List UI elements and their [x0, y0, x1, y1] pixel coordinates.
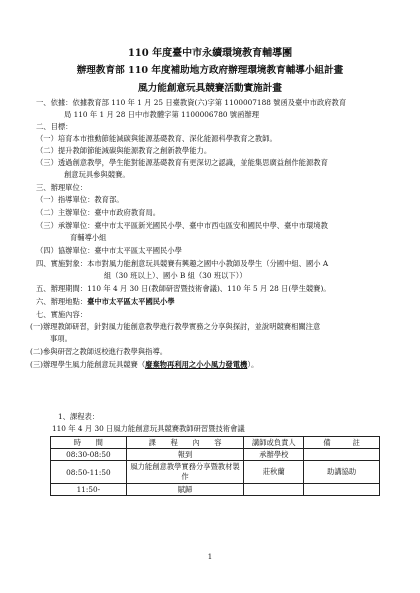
- course-heading: 1、課程表：: [58, 412, 100, 421]
- table-cell: 08:30-08:50: [51, 449, 127, 461]
- schedule-dates: 五、辦理期間：110 年 4 月 30 日(教師研習暨技術會議)、110 年 5 月 28 日(學生競賽)。: [36, 284, 331, 293]
- content-item-1: (一)辦理教師研習，針對風力能創意教學進行教學實務之分享與探討，並說明競賽相關注意: [30, 322, 321, 331]
- content-item-3-suffix: ）。: [247, 360, 259, 369]
- table-cell: 報到: [126, 449, 244, 461]
- unit-organizer: （三）承辦單位：臺中市太平區新光國民小學、臺中市西屯區安和國民中學、臺中市環境教: [36, 221, 328, 230]
- table-cell: 賦歸: [126, 484, 244, 496]
- unit-host: （二）主辦單位：臺中市政府教育局。: [36, 208, 161, 217]
- table-cell: 助講協助: [304, 461, 380, 484]
- content-item-3-prefix: (三)辦理學生風力能創意玩具競賽（: [30, 360, 146, 369]
- course-schedule-table: [50, 436, 380, 496]
- venue-line: [36, 297, 175, 306]
- column-header: 講師或負責人: [244, 437, 304, 449]
- table-cell: [304, 484, 380, 496]
- table-row: [51, 449, 380, 461]
- column-header: 課 程 內 容: [126, 437, 244, 449]
- participants-line-1: 四、實施對象：本市對風力能創意玩具競賽有興趣之國中小教師及學生（分國中組、國小 A: [36, 259, 329, 268]
- table-cell: [244, 484, 304, 496]
- unit-co-organizer: （四）協辦單位：臺中市太平區太平國民小學: [36, 246, 182, 255]
- content-item-1-cont: 事項。: [50, 334, 72, 343]
- table-row: [51, 461, 380, 484]
- content-item-3: [30, 360, 258, 369]
- objective-item-3: （三）透過創意教學，學生能對能源基礎教育有更深切之認識，並能集思廣益創作能源教育: [36, 158, 328, 167]
- table-row: [51, 484, 380, 496]
- content-heading: 七、實施內容：: [36, 310, 88, 319]
- venue-label: 六、辦理地點：: [36, 297, 88, 306]
- doc-title-plan: 風力能創意玩具競賽活動實施計畫: [138, 83, 282, 94]
- content-item-3-emphasis: 廢棄物再利用之小小風力發電機: [145, 360, 248, 369]
- table-cell: [304, 449, 380, 461]
- course-caption: 110 年 4 月 30 日風力能創意玩具競賽教師研習暨技術會議: [52, 424, 245, 433]
- unit-organizer-cont: 育輔導小組: [70, 233, 107, 242]
- doc-title-program: 辦理教育部 110 年度補助地方政府辦理環境教育輔導小組計畫: [76, 65, 344, 76]
- objective-item-3-cont: 創意玩具參與競賽。: [64, 170, 130, 179]
- units-heading: 三、辦理單位：: [36, 183, 88, 192]
- unit-guide: （一）指導單位：教育部。: [36, 195, 124, 204]
- objective-item-1: （一）培育本市推動節能減碳與能源基礎教育、深化能源科學教育之教師。: [36, 134, 277, 143]
- column-header: 備 註: [304, 437, 380, 449]
- basis-line-2: 局 110 年 1 月 28 日中市教體字第 1100006780 號函辦理: [64, 110, 259, 119]
- page-number: 1: [207, 553, 213, 561]
- table-header-row: [51, 437, 380, 449]
- objectives-heading: 二、目標：: [36, 122, 73, 131]
- content-item-2: (二)參與研習之教師返校進行教學與指導。: [30, 347, 168, 356]
- table-cell: 莊秋蘭: [244, 461, 304, 484]
- table-cell: 11:50-: [51, 484, 127, 496]
- doc-title-organization: 110 年度臺中市永續環境教育輔導團: [127, 48, 293, 59]
- objective-item-2: （二）提升教師節能減碳與能源教育之創新教學能力。: [36, 146, 212, 155]
- table-cell: 風力能創意教學實務分享暨教材製作: [126, 461, 244, 484]
- basis-line-1: 一、依據：依據教育部 110 年 1 月 25 日臺教資(六)字第 1100007188 號函及臺中市政府教育: [36, 98, 347, 107]
- table-cell: 承辦學校: [244, 449, 304, 461]
- venue-value: 臺中市太平區太平國民小學: [87, 297, 175, 306]
- participants-line-2: 組（30 班以上）、國小 B 組（30 班以下））: [104, 271, 247, 280]
- column-header: 時 間: [51, 437, 127, 449]
- table-cell: 08:50-11:50: [51, 461, 127, 484]
